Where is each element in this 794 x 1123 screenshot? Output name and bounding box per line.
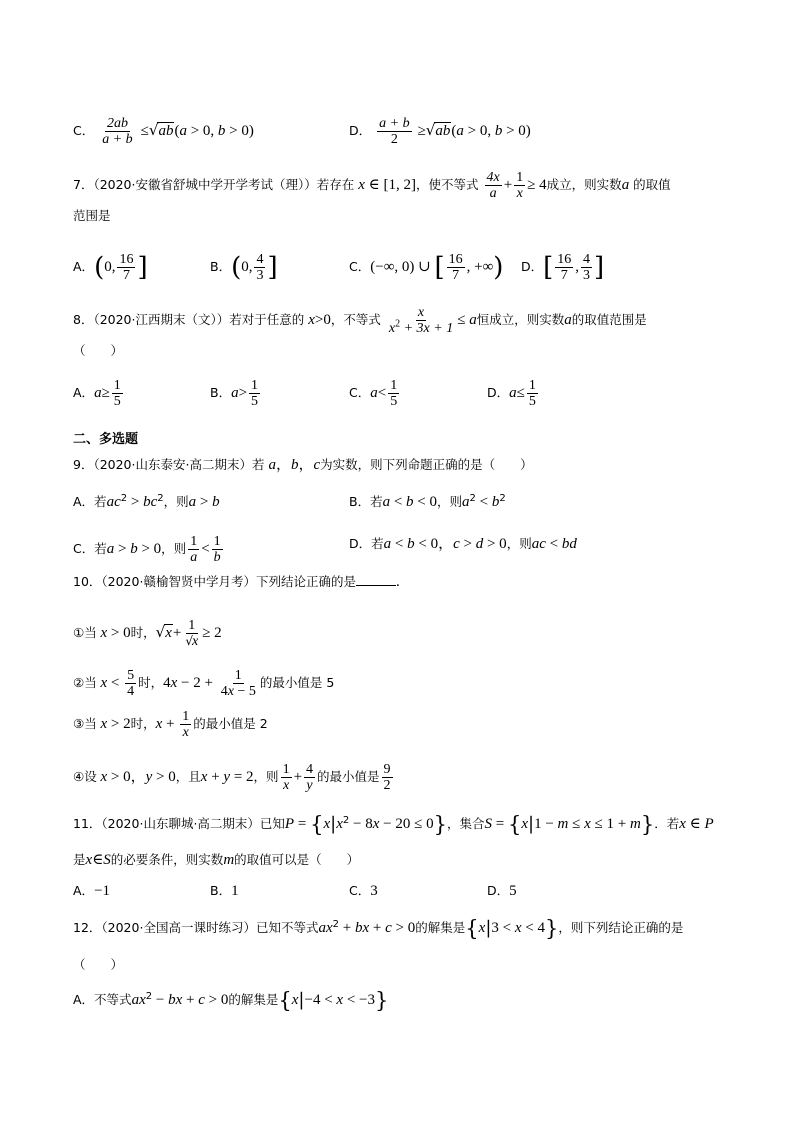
q11-option-d: D．5: [487, 883, 517, 899]
q11-stem-cont: 是x∈S的必要条件，则实数m的取值可以是（ ）: [73, 852, 360, 868]
q11-option-c: C．3: [349, 883, 378, 899]
q9-option-b: B．若a < b < 0，则$a^2 < b^2$: [349, 492, 506, 510]
q9-stem: 9．（2020·山东泰安·高二期末）若 a，b，c为实数，则下列命题正确的是（ ）: [73, 457, 533, 473]
q7-option-b: B．(0, $\frac{4}{3}$ ]: [210, 252, 278, 283]
q8-stem: 8．（2020·江西期末（文））若对于任意的 x>0，不等式 $\frac{x}{x^2 + 3x + 1}$ ≤ a恒成立，则实数a的取值范围是: [73, 305, 647, 336]
fraction: $\frac{1}{x}$: [516, 170, 524, 201]
q7-stem: 7．（2020·安徽省舒城中学开学考试（理））若存在 x ∈ [1, 2]，使不等式 $\frac{4x}{a}$ + $\frac{1}{x}$ ≥ 4成立，则实数a 的取值: [73, 170, 671, 201]
q12-option-a: A．不等式$ax^2$ − bx + c > 0的解集是{x|−4 < x < −3}: [73, 988, 389, 1013]
q8-option-c: C．a< $\frac{1}{5}$: [349, 378, 398, 409]
q11-option-a: A．−1: [73, 883, 111, 899]
fraction: $\frac{4x}{a}$: [486, 170, 500, 201]
q8-option-b: B．a> $\frac{1}{5}$: [210, 378, 259, 409]
q12-stem: 12．（2020·全国高一课时练习）已知不等式$ax^2$ + bx + c > 0的解集是{x|3 < x < 4}，则下列结论正确的是: [73, 916, 684, 941]
q7-option-a: A．(0, $\frac{16}{7}$ ]: [73, 252, 148, 283]
q9-option-d: D．若a < b < 0，c > d > 0，则ac < bd: [349, 536, 577, 552]
q10-statement-4: ④设 x > 0，y > 0，且x + y = 2，则 $\frac{1}{x}$ + $\frac{4}{y}$ 的最小值是 $\frac{9}{2}$: [73, 762, 391, 793]
q7-stem-cont: 范围是: [73, 208, 111, 223]
q6-option-d: D． $\frac{a + b}{2}$ ≥√ab(a > 0, b > 0): [349, 116, 531, 147]
q7-option-c: C．(−∞, 0) ∪ [ $\frac{16}{7}$ , +∞): [349, 252, 504, 283]
fraction: $\frac{2ab}{a + b}$: [102, 116, 133, 147]
q11-stem: 11．（2020·山东聊城·高二期末）已知$P = \{x|x^2 - 8x - 20 \le 0\}$，集合S = {x|1 − m ≤ x ≤ 1 + m}．若x ∈ P: [73, 812, 714, 837]
answer-blank: [356, 572, 396, 586]
q10-statement-1: ①当 x > 0时，√x+ $\frac{1}{√x}$ ≥ 2: [73, 618, 222, 649]
q9-option-a: A．若$ac^2 > bc^2$，则a > b: [73, 492, 220, 510]
q6-option-c: C． $\frac{2ab}{a + b}$ ≤√ab(a > 0, b > 0): [73, 116, 254, 147]
q11-option-b: B．1: [210, 883, 239, 899]
q8-option-a: A．a≥ $\frac{1}{5}$: [73, 378, 121, 409]
section-heading: 二、多选题: [73, 432, 139, 447]
fraction: $\frac{a + b}{2}$: [379, 116, 410, 147]
q12-stem-cont: （ ）: [73, 957, 124, 972]
q8-stem-cont: （ ）: [73, 343, 124, 358]
q7-option-d: D．[ $\frac{16}{7}$ , $\frac{4}{3}$ ]: [521, 252, 605, 283]
fraction: $\frac{x}{x^2 + 3x + 1}$: [388, 305, 454, 336]
q8-option-d: D．a≤ $\frac{1}{5}$: [487, 378, 536, 409]
q10-statement-2: ②当 x < $\frac{5}{4}$ 时，4x − 2 + $\frac{1}{4x - 5}$ 的最小值是 5: [73, 668, 335, 699]
q10-stem: 10．（2020·赣榆智贤中学月考）下列结论正确的是 .: [73, 574, 400, 590]
q9-option-c: C．若a > b > 0，则 $\frac{1}{a}$ < $\frac{1}{b}$: [73, 534, 221, 565]
q10-statement-3: ③当 x > 2时，x + $\frac{1}{x}$ 的最小值是 2: [73, 709, 268, 740]
